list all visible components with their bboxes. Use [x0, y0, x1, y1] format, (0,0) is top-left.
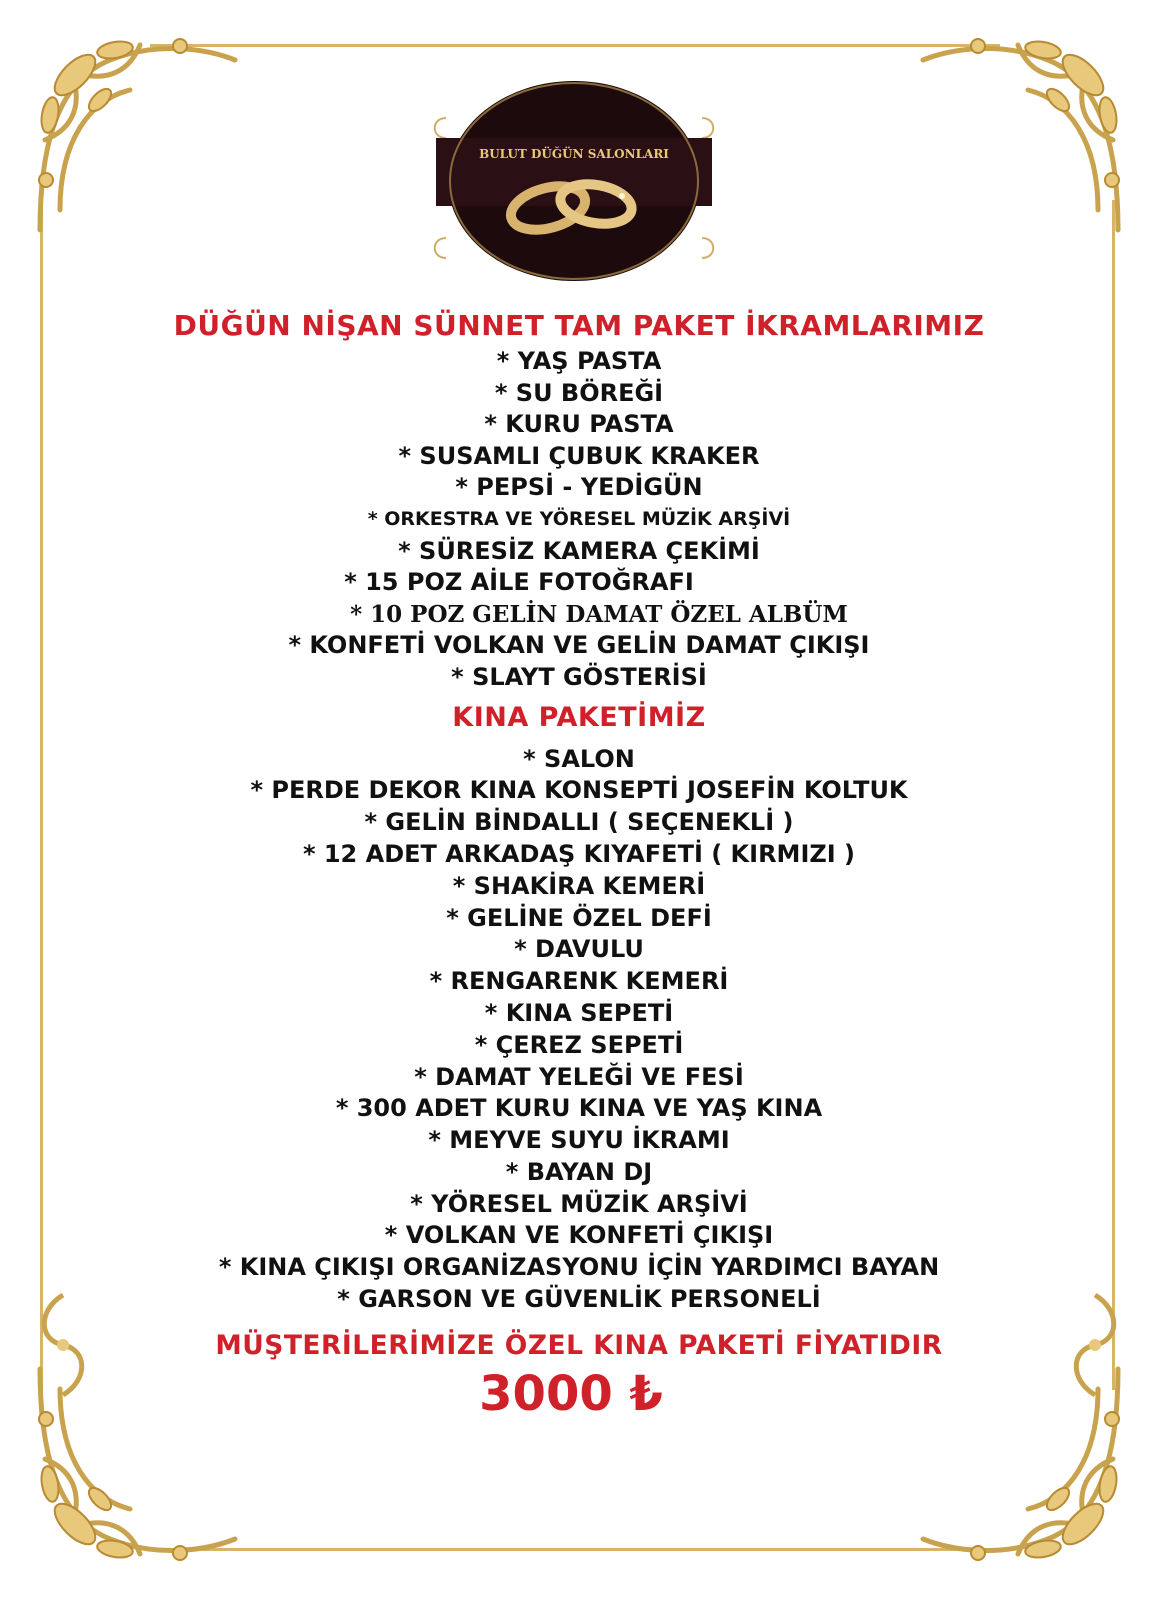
list-item: * RENGARENK KEMERİ: [429, 967, 729, 996]
list-item: * PEPSİ - YEDİGÜN: [455, 473, 703, 502]
kina-package-title: KINA PAKETİMİZ: [452, 701, 706, 733]
price-value: 3000 ₺: [479, 1365, 663, 1422]
list-item: * SUSAMLI ÇUBUK KRAKER: [398, 441, 760, 470]
list-item: * 15 POZ AİLE FOTOĞRAFI: [344, 568, 694, 597]
list-item: * YÖRESEL MÜZİK ARŞİVİ: [410, 1189, 748, 1218]
frame-bottom: [150, 1548, 1000, 1551]
list-item: * 12 ADET ARKADAŞ KIYAFETİ ( KIRMIZI ): [302, 839, 856, 868]
list-item: * SALON: [523, 744, 635, 773]
list-item: * ÇEREZ SEPETİ: [474, 1030, 684, 1059]
list-item: * SLAYT GÖSTERİSİ: [451, 662, 707, 691]
list-item: * 300 ADET KURU KINA VE YAŞ KINA: [335, 1094, 823, 1123]
list-item: * PERDE DEKOR KINA KONSEPTİ JOSEFİN KOLTUK: [250, 776, 908, 805]
list-item: * KONFETİ VOLKAN VE GELİN DAMAT ÇIKIŞI: [288, 631, 870, 660]
kina-package-list: [60, 744, 1098, 1316]
list-item: * YAŞ PASTA: [496, 347, 662, 375]
corner-ornament-icon: [908, 20, 1138, 250]
list-item: * DAMAT YELEĞİ VE FESİ: [414, 1062, 744, 1091]
list-item: * MEYVE SUYU İKRAMI: [428, 1126, 730, 1155]
list-item: * SHAKİRA KEMERİ: [452, 871, 706, 900]
list-item: * ORKESTRA VE YÖRESEL MÜZİK ARŞİVİ: [367, 507, 791, 530]
frame-right: [1112, 200, 1115, 1390]
list-item: * VOLKAN VE KONFETİ ÇIKIŞI: [384, 1221, 774, 1250]
main-package-list: [60, 346, 1098, 694]
list-item: * KINA SEPETİ: [484, 998, 674, 1027]
list-item: * KINA ÇIKIŞI ORGANİZASYONU İÇİN YARDIMCI BAYAN: [218, 1253, 940, 1282]
logo-text: BULUT DÜĞÜN SALONLARI: [479, 147, 669, 161]
rings-icon: [426, 78, 722, 284]
list-item: * SÜRESİZ KAMERA ÇEKİMİ: [398, 536, 760, 565]
brand-logo: [426, 78, 722, 284]
list-item: * SU BÖREĞİ: [494, 378, 664, 407]
list-item: * GARSON VE GÜVENLİK PERSONELİ: [337, 1285, 821, 1314]
list-item: * KURU PASTA: [484, 410, 674, 439]
footer-note: MÜŞTERİLERİMİZE ÖZEL KINA PAKETİ FİYATIDIR: [215, 1329, 943, 1361]
list-item: * GELİN BİNDALLI ( SEÇENEKLİ ): [364, 808, 794, 837]
corner-ornament-icon: [20, 20, 250, 250]
frame-top: [150, 44, 1000, 47]
list-item: * BAYAN DJ: [505, 1157, 653, 1186]
list-item: * DAVULU: [514, 935, 644, 964]
price-list: [60, 306, 1098, 1422]
list-item: * 10 POZ GELİN DAMAT ÖZEL ALBÜM: [350, 600, 848, 628]
frame-left: [40, 200, 43, 1390]
list-item: * GELİNE ÖZEL DEFİ: [446, 903, 712, 932]
main-package-title: DÜĞÜN NİŞAN SÜNNET TAM PAKET İKRAMLARIMIZ: [173, 309, 985, 342]
